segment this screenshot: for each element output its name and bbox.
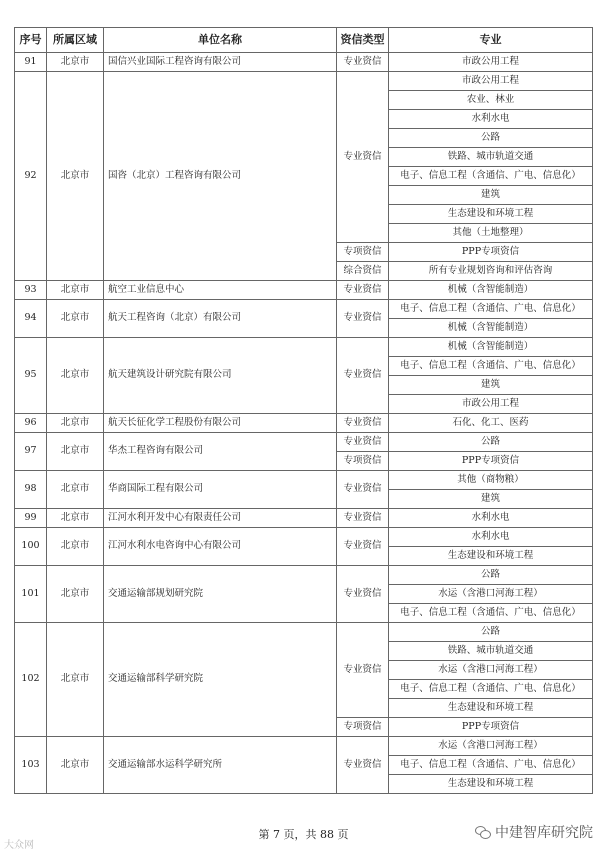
- row-number: 100: [15, 528, 47, 566]
- row-number: 97: [15, 433, 47, 471]
- row-qualification-type: 专业资信: [337, 509, 389, 528]
- row-specialty: 市政公用工程: [389, 53, 593, 72]
- row-qualification-type: 专业资信: [337, 623, 389, 718]
- row-specialty: 农业、林业: [389, 91, 593, 110]
- row-region: 北京市: [47, 433, 104, 471]
- row-specialty: 水运（含港口河海工程）: [389, 661, 593, 680]
- row-specialty: 电子、信息工程（含通信、广电、信息化）: [389, 680, 593, 699]
- row-region: 北京市: [47, 338, 104, 414]
- row-company-name: 华商国际工程有限公司: [104, 471, 337, 509]
- row-number: 103: [15, 737, 47, 794]
- row-specialty: 铁路、城市轨道交通: [389, 148, 593, 167]
- row-specialty: 电子、信息工程（含通信、广电、信息化）: [389, 300, 593, 319]
- row-specialty: 市政公用工程: [389, 395, 593, 414]
- table-row: [15, 471, 593, 490]
- row-company-name: 交通运输部规划研究院: [104, 566, 337, 623]
- table-row: [15, 737, 593, 756]
- row-specialty: 其他（商物粮）: [389, 471, 593, 490]
- row-company-name: 国信兴业国际工程咨询有限公司: [104, 53, 337, 72]
- row-specialty: 水运（含港口河海工程）: [389, 585, 593, 604]
- table-row: [15, 300, 593, 319]
- table-header-row: [15, 28, 593, 53]
- row-specialty: 机械（含智能制造）: [389, 281, 593, 300]
- table-row: [15, 72, 593, 91]
- row-company-name: 华杰工程咨询有限公司: [104, 433, 337, 471]
- table-row: [15, 509, 593, 528]
- row-company-name: 江河水利开发中心有限责任公司: [104, 509, 337, 528]
- row-specialty: 所有专业规划咨询和评估咨询: [389, 262, 593, 281]
- row-specialty: 生态建设和环境工程: [389, 775, 593, 794]
- table-row: [15, 338, 593, 357]
- header-specialty: 专业: [389, 28, 593, 53]
- row-qualification-type: 专项资信: [337, 452, 389, 471]
- row-specialty: 生态建设和环境工程: [389, 205, 593, 224]
- row-specialty: 水利水电: [389, 509, 593, 528]
- row-region: 北京市: [47, 623, 104, 737]
- table-row: [15, 528, 593, 547]
- row-region: 北京市: [47, 72, 104, 281]
- table-row: [15, 414, 593, 433]
- row-specialty: 铁路、城市轨道交通: [389, 642, 593, 661]
- row-qualification-type: 专业资信: [337, 338, 389, 414]
- table-row: [15, 566, 593, 585]
- row-qualification-type: 专项资信: [337, 243, 389, 262]
- row-company-name: 航天建筑设计研究院有限公司: [104, 338, 337, 414]
- row-specialty: 电子、信息工程（含通信、广电、信息化）: [389, 604, 593, 623]
- table-row: [15, 623, 593, 642]
- watermark-left: 大众网: [4, 840, 34, 851]
- header-no: 序号: [15, 28, 47, 53]
- qualification-table: [14, 27, 593, 794]
- table-row: [15, 281, 593, 300]
- row-qualification-type: 专项资信: [337, 718, 389, 737]
- row-specialty: 电子、信息工程（含通信、广电、信息化）: [389, 357, 593, 376]
- row-qualification-type: 专业资信: [337, 471, 389, 509]
- row-specialty: 机械（含智能制造）: [389, 338, 593, 357]
- row-number: 92: [15, 72, 47, 281]
- row-specialty: 建筑: [389, 186, 593, 205]
- header-type: 资信类型: [337, 28, 389, 53]
- row-specialty: PPP专项资信: [389, 718, 593, 737]
- row-number: 99: [15, 509, 47, 528]
- table-row: [15, 433, 593, 452]
- row-region: 北京市: [47, 737, 104, 794]
- row-qualification-type: 综合资信: [337, 262, 389, 281]
- row-specialty: 水利水电: [389, 110, 593, 129]
- row-specialty: 电子、信息工程（含通信、广电、信息化）: [389, 756, 593, 775]
- row-region: 北京市: [47, 509, 104, 528]
- table-row: [15, 53, 593, 72]
- row-company-name: 航空工业信息中心: [104, 281, 337, 300]
- row-qualification-type: 专业资信: [337, 53, 389, 72]
- row-company-name: 国咨（北京）工程咨询有限公司: [104, 72, 337, 281]
- row-region: 北京市: [47, 300, 104, 338]
- row-qualification-type: 专业资信: [337, 528, 389, 566]
- row-region: 北京市: [47, 414, 104, 433]
- row-specialty: 建筑: [389, 376, 593, 395]
- row-company-name: 交通运输部水运科学研究所: [104, 737, 337, 794]
- row-specialty: 市政公用工程: [389, 72, 593, 91]
- row-specialty: 水利水电: [389, 528, 593, 547]
- row-region: 北京市: [47, 53, 104, 72]
- row-specialty: 电子、信息工程（含通信、广电、信息化）: [389, 167, 593, 186]
- row-company-name: 江河水利水电咨询中心有限公司: [104, 528, 337, 566]
- watermark-right-text: 中建智库研究院: [495, 825, 593, 841]
- row-specialty: 机械（含智能制造）: [389, 319, 593, 338]
- row-specialty: 水运（含港口河海工程）: [389, 737, 593, 756]
- table-body: [15, 53, 593, 794]
- row-region: 北京市: [47, 281, 104, 300]
- row-company-name: 航天工程咨询（北京）有限公司: [104, 300, 337, 338]
- wechat-icon: [475, 826, 491, 838]
- row-specialty: 公路: [389, 623, 593, 642]
- row-specialty: 公路: [389, 566, 593, 585]
- row-specialty: 其他（土地整理）: [389, 224, 593, 243]
- row-company-name: 交通运输部科学研究院: [104, 623, 337, 737]
- row-number: 102: [15, 623, 47, 737]
- row-region: 北京市: [47, 471, 104, 509]
- row-specialty: 石化、化工、医药: [389, 414, 593, 433]
- page-number: 第 7 页，共 88 页: [258, 828, 349, 841]
- header-name: 单位名称: [104, 28, 337, 53]
- row-number: 91: [15, 53, 47, 72]
- row-region: 北京市: [47, 528, 104, 566]
- row-specialty: PPP专项资信: [389, 452, 593, 471]
- row-qualification-type: 专业资信: [337, 414, 389, 433]
- row-specialty: 生态建设和环境工程: [389, 547, 593, 566]
- row-region: 北京市: [47, 566, 104, 623]
- row-number: 93: [15, 281, 47, 300]
- row-specialty: 建筑: [389, 490, 593, 509]
- row-specialty: 公路: [389, 129, 593, 148]
- row-specialty: 公路: [389, 433, 593, 452]
- row-qualification-type: 专业资信: [337, 72, 389, 243]
- row-number: 94: [15, 300, 47, 338]
- row-specialty: 生态建设和环境工程: [389, 699, 593, 718]
- row-qualification-type: 专业资信: [337, 433, 389, 452]
- row-company-name: 航天长征化学工程股份有限公司: [104, 414, 337, 433]
- row-qualification-type: 专业资信: [337, 566, 389, 623]
- row-number: 101: [15, 566, 47, 623]
- row-number: 95: [15, 338, 47, 414]
- header-region: 所属区域: [47, 28, 104, 53]
- watermark-right: [475, 822, 593, 842]
- row-number: 98: [15, 471, 47, 509]
- row-specialty: PPP专项资信: [389, 243, 593, 262]
- row-qualification-type: 专业资信: [337, 737, 389, 794]
- row-qualification-type: 专业资信: [337, 300, 389, 338]
- row-qualification-type: 专业资信: [337, 281, 389, 300]
- row-number: 96: [15, 414, 47, 433]
